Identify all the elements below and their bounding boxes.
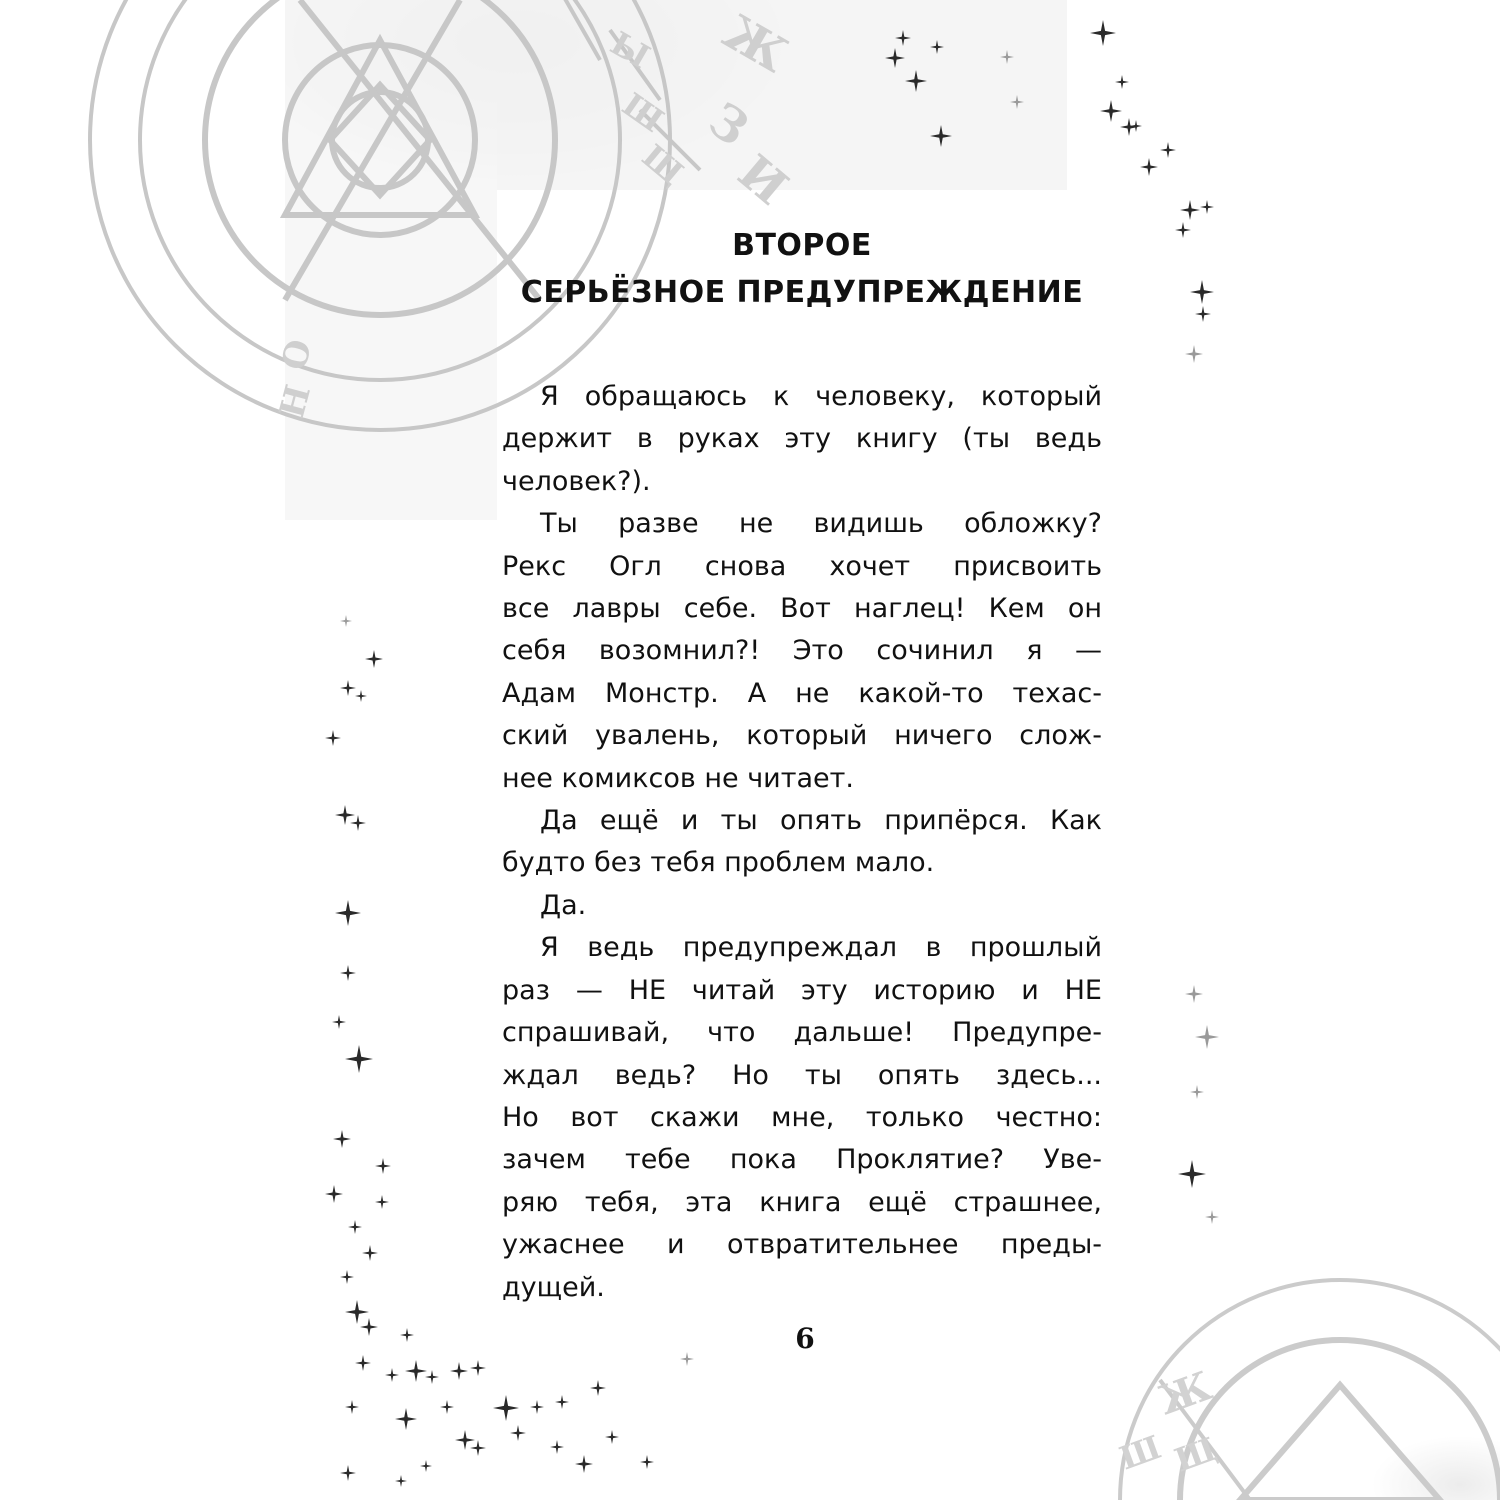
- text-line: Да.: [540, 889, 587, 921]
- text-line: ждал ведь? Но ты опять здесь...: [502, 1059, 1102, 1091]
- text-line: зачем тебе пока Проклятие? Уве-: [502, 1144, 1102, 1176]
- chapter-title-line: ВТОРОЕ: [732, 228, 872, 263]
- text-line: ряю тебя, эта книга ещё страшнее,: [502, 1186, 1102, 1218]
- text-line: Но вот скажи мне, только честно:: [502, 1101, 1102, 1133]
- text-line: нее комиксов не читает.: [502, 762, 854, 794]
- wheel-letter: Ж: [1152, 1362, 1218, 1425]
- chapter-title-line: СЕРЬЁЗНОЕ ПРЕДУПРЕЖДЕНИЕ: [520, 275, 1084, 310]
- text-line: человек?).: [502, 465, 651, 497]
- paragraph: [502, 503, 1102, 800]
- text-line: ужаснее и отвратительнее преды-: [502, 1229, 1102, 1261]
- text-line: будто без тебя проблем мало.: [502, 847, 935, 879]
- text-line: Адам Монстр. А не какой-то техас-: [502, 677, 1102, 709]
- text-line: спрашивай, что дальше! Предупре-: [502, 1017, 1102, 1049]
- wheel-letter: Ш: [615, 85, 671, 140]
- text-line: Ты разве не видишь обложку?: [540, 508, 1102, 540]
- wheel-letter: Ж: [714, 3, 797, 84]
- wheel-letter: Щ: [634, 137, 691, 193]
- wheel-letter: И: [727, 144, 799, 217]
- wheel-letter: Щ: [1169, 1429, 1222, 1480]
- sparkles-right: [1178, 985, 1219, 1224]
- paragraph: [502, 376, 1102, 503]
- text-line: дущей.: [502, 1271, 605, 1303]
- wheel-letter: О: [274, 335, 321, 375]
- text-line: Рекс Огл снова хочет присвоить: [502, 550, 1102, 582]
- page-number: 6: [795, 1322, 815, 1355]
- text-line: все лавры себе. Вот наглец! Кем он: [502, 593, 1102, 625]
- text-line: Я ведь предупреждал в прошлый: [540, 932, 1102, 964]
- paragraph: [502, 927, 1102, 1309]
- sparkles-left: [325, 615, 391, 1284]
- page-content: [502, 222, 1102, 1309]
- sparkles-bottom: [340, 1300, 694, 1487]
- text-line: себя возомнил?! Это сочинил я —: [502, 635, 1102, 667]
- wheel-letter: Н: [272, 380, 320, 423]
- paragraph: [502, 885, 1102, 927]
- text-line: Да ещё и ты опять припёрся. Как: [540, 805, 1102, 837]
- text-line: раз — НЕ читай эту историю и НЕ: [502, 974, 1102, 1006]
- text-line: держит в руках эту книгу (ты ведь: [502, 423, 1102, 455]
- text-line: Я обращаюсь к человеку, который: [540, 381, 1102, 412]
- paragraph: [502, 800, 1102, 885]
- body-text: [502, 376, 1102, 1309]
- wheel-letter: Ш: [1114, 1427, 1166, 1478]
- text-line: ский увалень, который ничего слож-: [502, 720, 1102, 752]
- wheel-letter: Ы: [604, 24, 657, 77]
- chapter-title: [502, 222, 1102, 316]
- wheel-letter: З: [698, 91, 759, 158]
